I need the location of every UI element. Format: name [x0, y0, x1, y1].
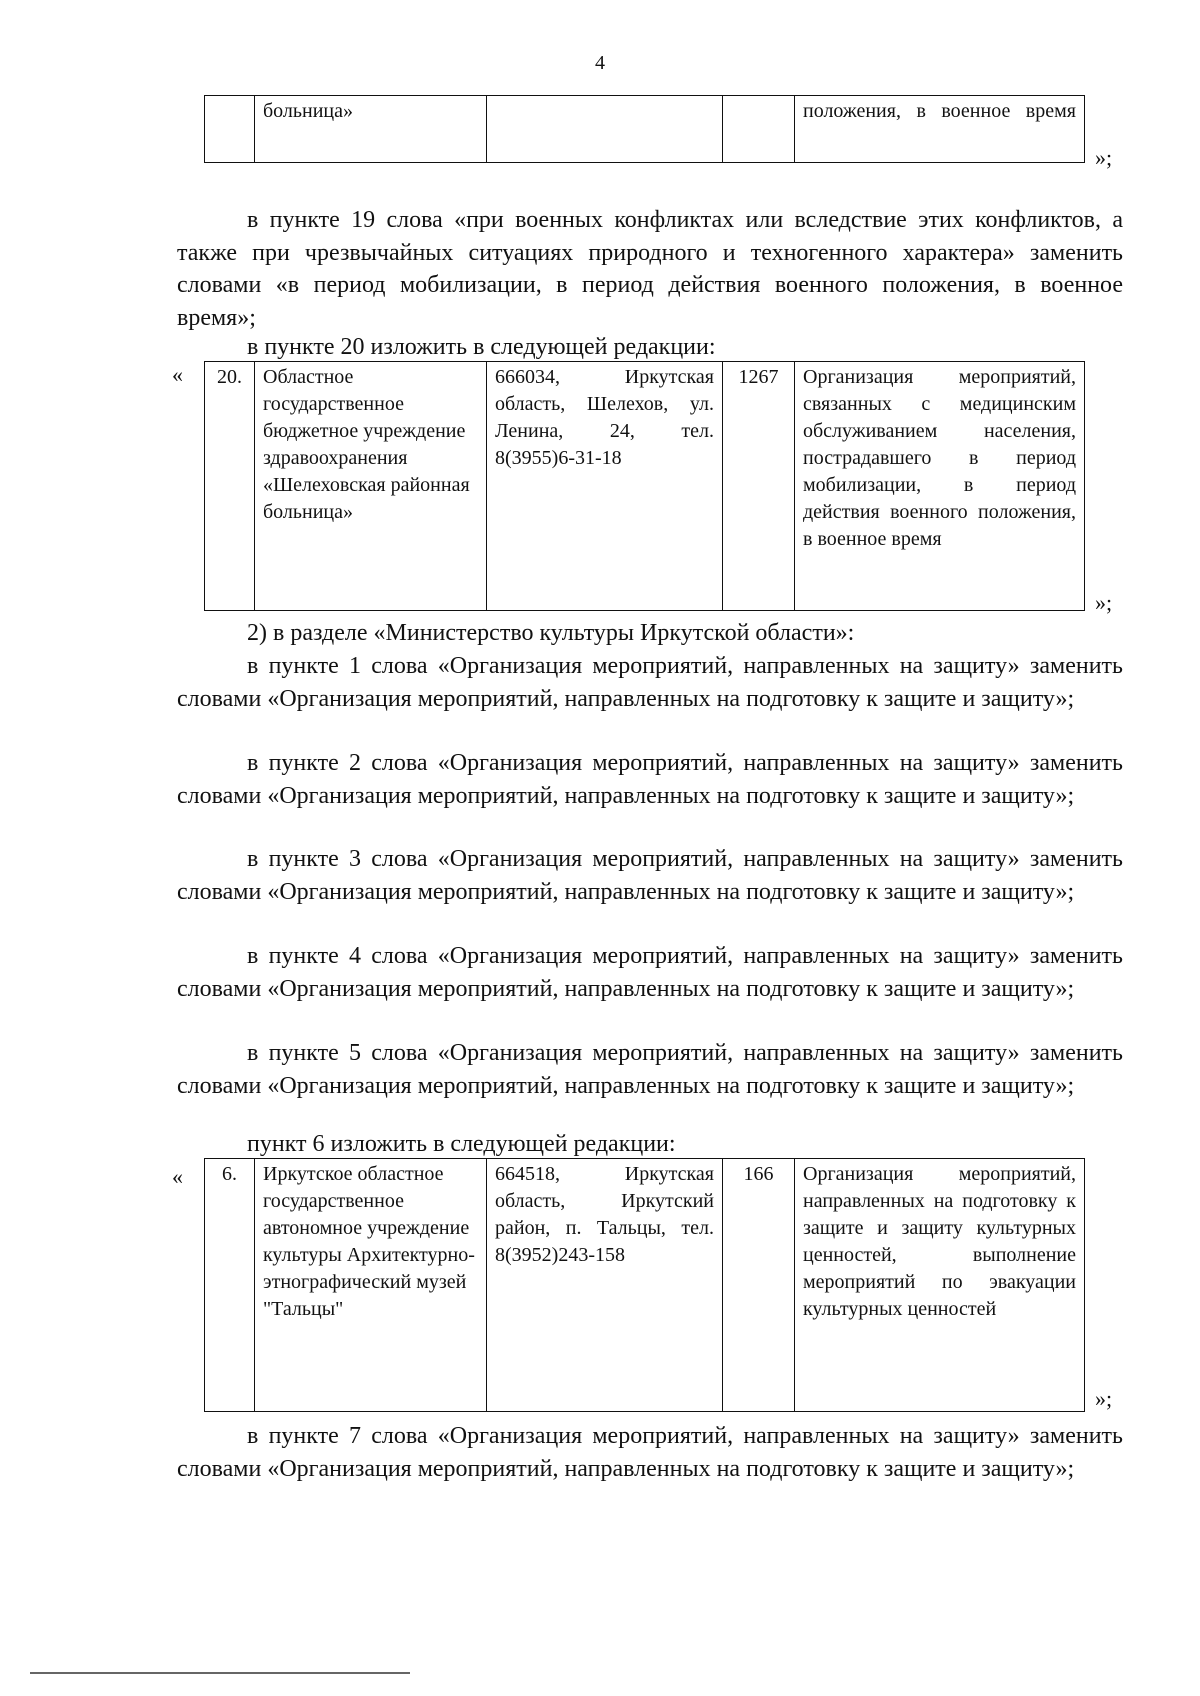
paragraph-7: в пункте 7 слова «Организация мероприятий, направленных на защиту» заменить словами «Организация мероприятий, направленных на подготовку к защите и защиту»; [177, 1423, 1123, 1482]
section-2-heading: 2) в разделе «Министерство культуры Иркутской области»: [247, 620, 855, 646]
item-20-number: 20. [205, 362, 255, 611]
scan-artifact-line [30, 1672, 410, 1674]
item-6-code: 166 [723, 1159, 795, 1412]
cont-purpose-cell: положения, в военное время [795, 96, 1085, 163]
close-quote-6: »; [1095, 1386, 1113, 1411]
item-5: в пункте 5 слова «Организация мероприятий, направленных на защиту» заменить словами «Организация мероприятий, направленных на подготовку к защите и защиту»; [177, 1040, 1123, 1099]
cont-address-cell [487, 96, 723, 163]
cont-code-cell [723, 96, 795, 163]
table-item-20 [204, 361, 1085, 611]
item-4: в пункте 4 слова «Организация мероприятий, направленных на защиту» заменить словами «Организация мероприятий, направленных на подготовку к защите и защиту»; [177, 943, 1123, 1002]
table-continuation [204, 95, 1085, 163]
table-item-6 [204, 1158, 1085, 1412]
item-20-name: Областное государственное бюджетное учреждение здравоохранения «Шелеховская районная больница» [255, 362, 487, 611]
item-20-purpose: Организация мероприятий, связанных с медицинским обслуживанием населения, пострадавшего в период мобилизации, в период действия военного положения, в военное время [795, 362, 1085, 611]
item-6-name: Иркутское областное государственное автономное учреждение культуры Архитектурно-этнографический музей "Тальцы" [255, 1159, 487, 1412]
item-6-address: 664518, Иркутская область, Иркутский район, п. Тальцы, тел. 8(3952)243-158 [487, 1159, 723, 1412]
intro-6: пункт 6 изложить в следующей редакции: [247, 1131, 676, 1157]
paragraph-19: в пункте 19 слова «при военных конфликтах или вследствие этих конфликтов, а также при чрезвычайных ситуациях природного и техногенного характера» заменить словами «в период мобилизации, в период действия военного положения, в военное время»; [177, 207, 1123, 331]
open-quote-20: « [172, 362, 183, 387]
item-6-number: 6. [205, 1159, 255, 1412]
intro-20: в пункте 20 изложить в следующей редакции: [247, 334, 716, 360]
closing-quote: »; [1095, 145, 1113, 170]
item-20-address: 666034, Иркутская область, Шелехов, ул. Ленина, 24, тел. 8(3955)6-31-18 [487, 362, 723, 611]
item-1: в пункте 1 слова «Организация мероприятий, направленных на защиту» заменить словами «Организация мероприятий, направленных на подготовку к защите и защиту»; [177, 653, 1123, 712]
cont-name-cell: больница» [255, 96, 487, 163]
item-2: в пункте 2 слова «Организация мероприятий, направленных на защиту» заменить словами «Организация мероприятий, направленных на подготовку к защите и защиту»; [177, 750, 1123, 809]
close-quote-20: »; [1095, 590, 1113, 615]
item-3: в пункте 3 слова «Организация мероприятий, направленных на защиту» заменить словами «Организация мероприятий, направленных на подготовку к защите и защиту»; [177, 846, 1123, 905]
page-number: 4 [595, 52, 605, 74]
open-quote-6: « [172, 1164, 183, 1189]
item-20-code: 1267 [723, 362, 795, 611]
cont-number-cell [205, 96, 255, 163]
item-6-purpose: Организация мероприятий, направленных на подготовку к защите и защиту культурных ценностей, выполнение мероприятий по эвакуации культурных ценностей [795, 1159, 1085, 1412]
